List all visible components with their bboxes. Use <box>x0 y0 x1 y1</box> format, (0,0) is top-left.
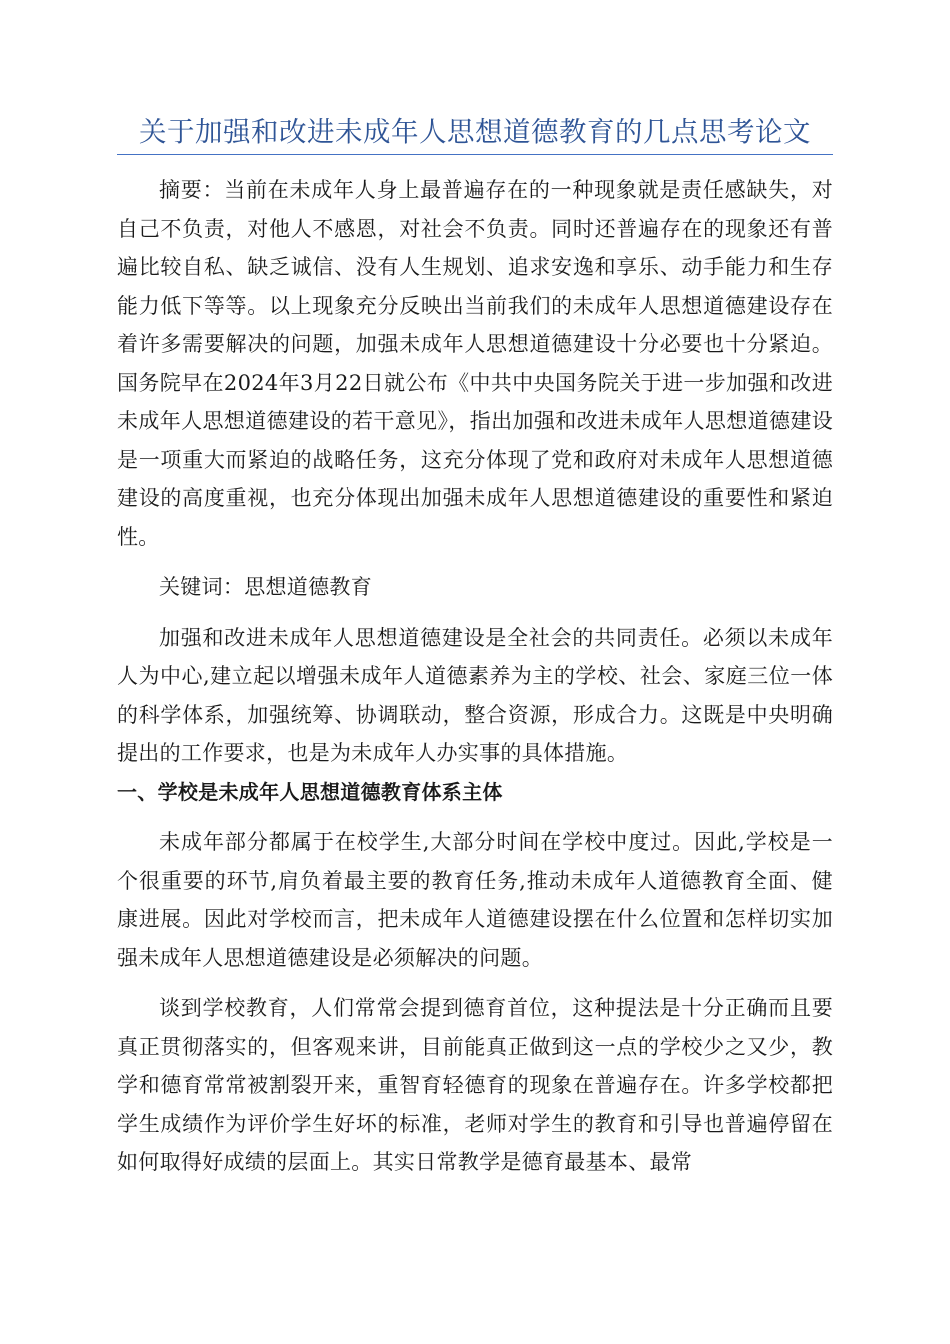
abstract-paragraph: 摘要：当前在未成年人身上最普遍存在的一种现象就是责任感缺失，对自己不负责，对他人不感恩，对社会不负责。同时还普遍存在的现象还有普遍比较自私、缺乏诚信、没有人生规划、追求安逸和享乐、动手能力和生存能力低下等等。以上现象充分反映出当前我们的未成年人思想道德建设存在着许多需要解决的问题，加强未成年人思想道德建设十分必要也十分紧迫。国务院早在2024年3月22日就公布《中共中央国务院关于进一步加强和改进未成年人思想道德建设的若干意见》，指出加强和改进未成年人思想道德建设是一项重大而紧迫的战略任务，这充分体现了党和政府对未成年人思想道德建设的高度重视，也充分体现出加强未成年人思想道德建设的重要性和紧迫性。 <box>117 178 833 549</box>
section-paragraph-1: 未成年部分都属于在校学生,大部分时间在学校中度过。因此,学校是一个很重要的环节,肩负着最主要的教育任务,推动未成年人道德教育全面、健康进展。因此对学校而言，把未成年人道德建设摆在什么位置和怎样切实加强未成年人思想道德建设是必须解决的问题。 <box>117 830 833 970</box>
section-paragraph-2: 谈到学校教育，人们常常会提到德育首位，这种提法是十分正确而且要真正贯彻落实的，但客观来讲，目前能真正做到这一点的学校少之又少，教学和德育常常被割裂开来，重智育轻德育的现象在普遍存在。许多学校都把学生成绩作为评价学生好坏的标准，老师对学生的教育和引导也普遍停留在如何取得好成绩的层面上。其实日常教学是德育最基本、最常 <box>117 996 833 1174</box>
section-heading: 一、学校是未成年人思想道德教育体系主体 <box>117 779 503 804</box>
document-title: 关于加强和改进未成年人思想道德教育的几点思考论文 <box>117 112 833 155</box>
keywords-paragraph: 关键词：思想道德教育 <box>159 575 372 599</box>
document-page <box>117 112 833 1182</box>
intro-paragraph: 加强和改进未成年人思想道德建设是全社会的共同责任。必须以未成年人为中心,建立起以增强未成年人道德素养为主的学校、社会、家庭三位一体的科学体系，加强统筹、协调联动，整合资源，形成合力。这既是中央明确提出的工作要求，也是为未成年人办实事的具体措施。 <box>117 625 833 765</box>
